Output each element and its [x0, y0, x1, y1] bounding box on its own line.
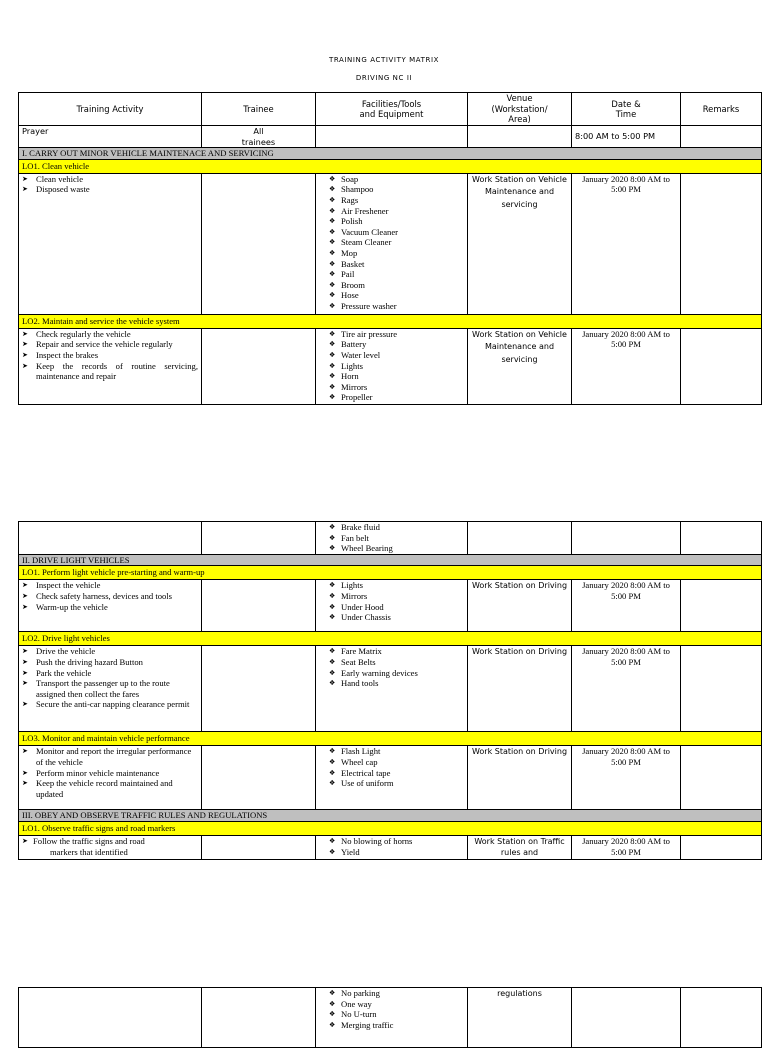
lo-title: LO1. Clean vehicle — [19, 159, 762, 173]
continuation-row — [19, 988, 762, 1048]
tool-item: ❖ No parking — [319, 988, 464, 999]
section-row — [19, 810, 762, 822]
header-row — [19, 93, 762, 126]
header-training-activity: Training Activity — [19, 93, 202, 126]
tool-item: ❖ Horn — [319, 371, 464, 382]
matrix-table-page-2 — [18, 521, 762, 860]
activity-item: ➤ Monitor and report the irregular performance of the vehicle — [22, 746, 198, 767]
venue-cell: regulations — [468, 988, 572, 1048]
date-cell: January 2020 8:00 AM to 5:00 PM — [572, 173, 681, 314]
lo-title: LO1. Perform light vehicle pre-starting and warm-up — [19, 566, 762, 580]
activity-item: ➤ Keep the vehicle record maintained and updated — [22, 778, 198, 799]
activity-row — [19, 746, 762, 810]
lo-title: LO2. Drive light vehicles — [19, 632, 762, 646]
venue-cell: Work Station on Vehicle Maintenance and servicing — [468, 173, 572, 314]
header-facilities: Facilities/Tools and Equipment — [316, 93, 468, 126]
tool-item: ❖ Lights — [319, 580, 464, 591]
activity-item: ➤ Drive the vehicle — [22, 646, 198, 657]
tool-item: ❖ Steam Cleaner — [319, 237, 464, 248]
remarks-cell — [681, 746, 762, 810]
continuation-row — [19, 522, 762, 555]
prayer-activity: Prayer — [19, 126, 202, 148]
activity-item: ➤ Keep the records of routine servicing, maintenance and repair — [22, 361, 198, 382]
tool-item: ❖ Water level — [319, 350, 464, 361]
tool-item: ❖ Pressure washer — [319, 301, 464, 312]
remarks-cell — [681, 835, 762, 859]
lo-row — [19, 566, 762, 580]
activity-item: ➤ Follow the traffic signs and road — [22, 835, 145, 846]
tools-cell — [316, 328, 468, 404]
lo-title: LO3. Monitor and maintain vehicle performance — [19, 732, 762, 746]
lo-row — [19, 159, 762, 173]
tool-item: ❖ Seat Belts — [319, 657, 464, 668]
tools-cell — [316, 988, 468, 1048]
remarks-cell — [681, 173, 762, 314]
activity-item: ➤ Transport the passenger up to the route assigned then collect the fares — [22, 678, 198, 699]
activity-cell — [19, 746, 202, 810]
activity-item: ➤ Inspect the vehicle — [22, 580, 198, 591]
tool-item: ❖ Polish — [319, 216, 464, 227]
tool-item: ❖ Wheel cap — [319, 757, 464, 768]
arrow-bullet-icon: ➤ — [22, 836, 28, 845]
remarks-cell — [681, 328, 762, 404]
activity-item: ➤ Inspect the brakes — [22, 350, 198, 361]
tool-item: ❖ Mop — [319, 248, 464, 259]
lo-row — [19, 821, 762, 835]
tool-item: ❖ Fan belt — [319, 533, 464, 544]
trainee-cell — [202, 522, 316, 555]
remarks-cell — [681, 988, 762, 1048]
activity-item: ➤ Disposed waste — [22, 184, 198, 195]
tool-item: ❖ Battery — [319, 339, 464, 350]
document-title: TRAINING ACTIVITY MATRIX — [328, 56, 440, 64]
tool-item: ❖ Propeller — [319, 392, 464, 403]
tools-cell — [316, 173, 468, 314]
tool-item: ❖ Fare Matrix — [319, 646, 464, 657]
section-row — [19, 148, 762, 160]
activity-item: ➤ Secure the anti-car napping clearance permit — [22, 699, 198, 710]
activity-cell — [19, 522, 202, 555]
prayer-row — [19, 126, 762, 148]
tool-item: ❖ Hose — [319, 290, 464, 301]
date-cell — [572, 522, 681, 555]
prayer-tools — [316, 126, 468, 148]
tool-item: ❖ Early warning devices — [319, 668, 464, 679]
date-cell: January 2020 8:00 AM to 5:00 PM — [572, 328, 681, 404]
tool-item: ❖ Under Hood — [319, 602, 464, 613]
date-cell — [572, 988, 681, 1048]
tool-item: ❖ Electrical tape — [319, 768, 464, 779]
tool-item: ❖ Rags — [319, 195, 464, 206]
tools-cell — [316, 580, 468, 632]
tool-item: ❖ Yield — [319, 847, 464, 858]
activity-cell — [19, 646, 202, 732]
tool-item: ❖ No U-turn — [319, 1009, 464, 1020]
section-title: II. DRIVE LIGHT VEHICLES — [19, 554, 762, 566]
tool-item: ❖ Soap — [319, 174, 464, 185]
activity-cell — [19, 988, 202, 1048]
tool-item: ❖ Basket — [319, 259, 464, 270]
activity-row — [19, 580, 762, 632]
activity-row — [19, 328, 762, 404]
tool-item: ❖ Use of uniform — [319, 778, 464, 789]
trainee-cell — [202, 328, 316, 404]
lo-row — [19, 632, 762, 646]
section-title: III. OBEY AND OBSERVE TRAFFIC RULES AND REGULATIONS — [19, 810, 762, 822]
prayer-time: 8:00 AM to 5:00 PM — [572, 126, 681, 148]
tool-item: ❖ Wheel Bearing — [319, 543, 464, 554]
matrix-table-page-3 — [18, 987, 762, 1048]
header-remarks: Remarks — [681, 93, 762, 126]
venue-cell: Work Station on Driving — [468, 746, 572, 810]
activity-cell — [19, 328, 202, 404]
activity-cell — [19, 835, 202, 859]
tool-item: ❖ Pail — [319, 269, 464, 280]
prayer-venue — [468, 126, 572, 148]
date-cell: January 2020 8:00 AM to 5:00 PM — [572, 580, 681, 632]
document-subtitle: DRIVING NC II — [355, 74, 413, 82]
section-title: I. CARRY OUT MINOR VEHICLE MAINTENACE AND SERVICING — [19, 148, 762, 160]
tool-item: ❖ Hand tools — [319, 678, 464, 689]
tool-item: ❖ One way — [319, 999, 464, 1010]
tool-item: ❖ Mirrors — [319, 591, 464, 602]
activity-cell — [19, 173, 202, 314]
lo-row — [19, 732, 762, 746]
venue-cell: Work Station on Driving — [468, 580, 572, 632]
tools-cell — [316, 646, 468, 732]
matrix-table-page-1 — [18, 92, 762, 405]
lo-row — [19, 314, 762, 328]
tool-item: ❖ Broom — [319, 280, 464, 291]
activity-item: ➤ Repair and service the vehicle regularly — [22, 339, 198, 350]
activity-cell — [19, 580, 202, 632]
activity-row — [19, 173, 762, 314]
remarks-cell — [681, 522, 762, 555]
header-date-time: Date & Time — [572, 93, 681, 126]
venue-cell: Work Station on Driving — [468, 646, 572, 732]
tool-item: ❖ Brake fluid — [319, 522, 464, 533]
activity-item: ➤ Push the driving hazard Button — [22, 657, 198, 668]
venue-cell: Work Station on Vehicle Maintenance and servicing — [468, 328, 572, 404]
prayer-trainee: All trainees — [202, 126, 316, 148]
remarks-cell — [681, 646, 762, 732]
trainee-cell — [202, 835, 316, 859]
tool-item: ❖ Mirrors — [319, 382, 464, 393]
activity-item: ➤ Check safety harness, devices and tools — [22, 591, 198, 602]
prayer-remarks — [681, 126, 762, 148]
header-trainee: Trainee — [202, 93, 316, 126]
venue-cell — [468, 522, 572, 555]
tool-item: ❖ Tire air pressure — [319, 329, 464, 340]
date-cell: January 2020 8:00 AM to 5:00 PM — [572, 746, 681, 810]
trainee-cell — [202, 646, 316, 732]
trainee-cell — [202, 988, 316, 1048]
date-cell: January 2020 8:00 AM to 5:00 PM — [572, 835, 681, 859]
section-row — [19, 554, 762, 566]
tool-item: ❖ No blowing of horns — [319, 836, 464, 847]
tools-cell — [316, 522, 468, 555]
tool-item: ❖ Flash Light — [319, 746, 464, 757]
tool-item: ❖ Vacuum Cleaner — [319, 227, 464, 238]
lo-title: LO2. Maintain and service the vehicle system — [19, 314, 762, 328]
activity-item: ➤ Warm-up the vehicle — [22, 602, 198, 613]
date-cell: January 2020 8:00 AM to 5:00 PM — [572, 646, 681, 732]
header-venue: Venue (Workstation/ Area) — [468, 93, 572, 126]
remarks-cell — [681, 580, 762, 632]
tool-item: ❖ Merging traffic — [319, 1020, 464, 1031]
tools-cell — [316, 835, 468, 859]
trainee-cell — [202, 580, 316, 632]
tool-item: ❖ Shampoo — [319, 184, 464, 195]
activity-item: ➤ Perform minor vehicle maintenance — [22, 768, 198, 779]
tool-item: ❖ Air Freshener — [319, 206, 464, 217]
activity-item: ➤ Park the vehicle — [22, 668, 198, 679]
activity-item-continued: markers that identified — [50, 846, 128, 857]
activity-item: ➤ Clean vehicle — [22, 174, 198, 185]
trainee-cell — [202, 173, 316, 314]
activity-row — [19, 646, 762, 732]
lo-title: LO1. Observe traffic signs and road markers — [19, 821, 762, 835]
venue-cell: Work Station on Traffic rules and — [468, 835, 572, 859]
tool-item: ❖ Under Chassis — [319, 612, 464, 623]
activity-item: ➤ Check regularly the vehicle — [22, 329, 198, 340]
trainee-cell — [202, 746, 316, 810]
tools-cell — [316, 746, 468, 810]
tool-item: ❖ Lights — [319, 361, 464, 372]
activity-row — [19, 835, 762, 859]
